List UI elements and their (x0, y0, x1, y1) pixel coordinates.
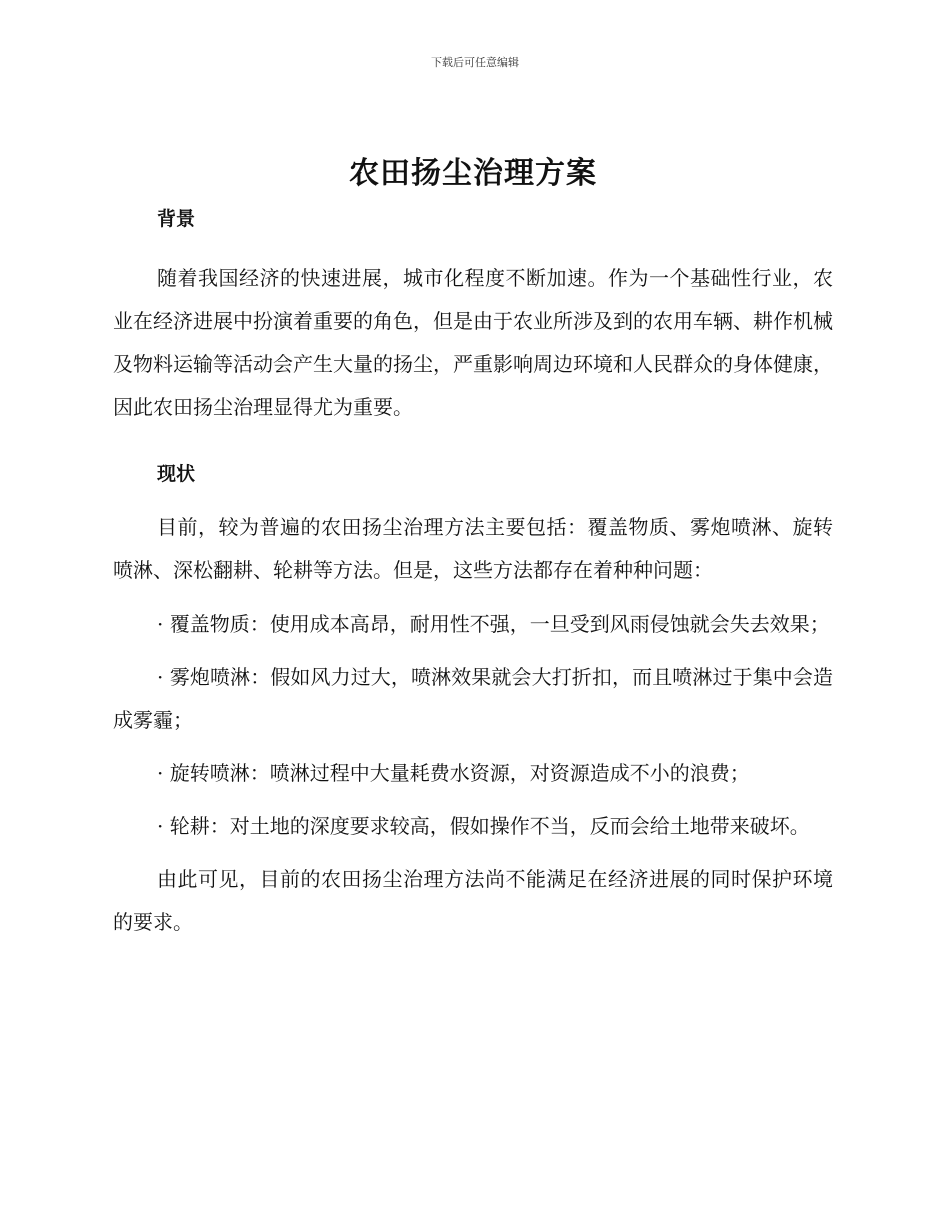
bullet-item-fog-cannon: · 雾炮喷淋：假如风力过大，喷淋效果就会大打折扣，而且喷淋过于集中会造成雾霾； (113, 665, 833, 732)
conclusion-paragraph: 由此可见，目前的农田扬尘治理方法尚不能满足在经济进展的同时保护环境的要求。 (113, 867, 833, 934)
header-note: 下载后可任意编辑 (431, 56, 519, 69)
bullet-item-covering: · 覆盖物质：使用成本高昂，耐用性不强，一旦受到风雨侵蚀就会失去效果； (157, 612, 830, 636)
section-heading-status: 现状 (157, 463, 196, 485)
section-heading-background: 背景 (157, 208, 196, 230)
status-paragraph: 目前，较为普遍的农田扬尘治理方法主要包括：覆盖物质、雾炮喷淋、旋转喷淋、深松翻耕、轮耕等方法。但是，这些方法都存在着种种问题： (113, 515, 833, 582)
background-paragraph: 随着我国经济的快速进展，城市化程度不断加速。作为一个基础性行业，农业在经济进展中扮演着重要的角色，但是由于农业所涉及到的农用车辆、耕作机械及物料运输等活动会产生大量的扬尘，严重影响周边环境和人民群众的身体健康，因此农田扬尘治理显得尤为重要。 (113, 266, 833, 419)
document-body (113, 148, 833, 955)
bullet-item-rotary-spray: · 旋转喷淋：喷淋过程中大量耗费水资源，对资源造成不小的浪费； (157, 761, 750, 785)
bullet-item-rotation-tillage: · 轮耕：对土地的深度要求较高，假如操作不当，反而会给土地带来破坏。 (157, 814, 810, 838)
document-title: 农田扬尘治理方案 (349, 156, 597, 191)
